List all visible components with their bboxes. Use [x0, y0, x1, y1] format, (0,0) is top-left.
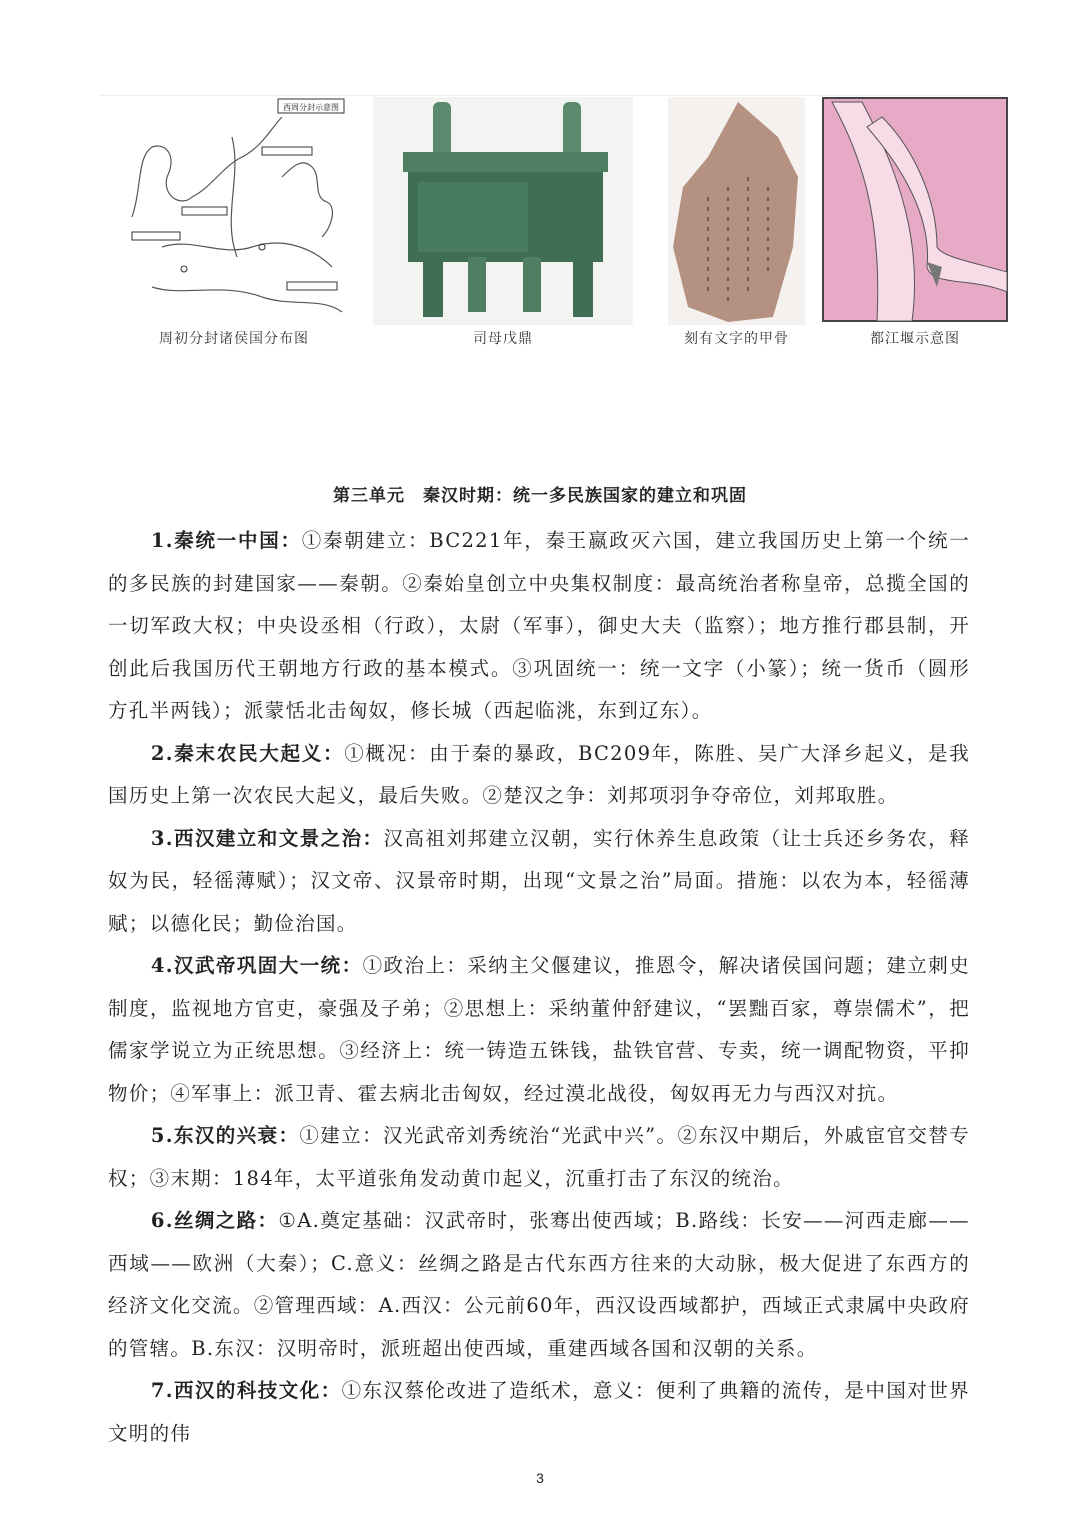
unit-title: 第三单元 秦汉时期：统一多民族国家的建立和巩固 — [333, 486, 747, 506]
figure-dujiangyan — [822, 97, 1008, 322]
document-flow — [0, 484, 1080, 1487]
paragraph-5 — [108, 1115, 970, 1200]
paragraph-text: 汉高祖刘邦建立汉朝，实行休养生息政策（让士兵还乡务农，释奴为民，轻徭薄赋）；汉文帝、汉景帝时期，出现“文景之治”局面。措施：以农为本，轻徭薄赋；以德化民；勤俭治国。 — [108, 826, 970, 935]
paragraph-heading: 3.西汉建立和文景之治： — [150, 826, 384, 850]
paragraph-heading: 1.秦统一中国： — [150, 529, 302, 552]
figure-oracle-bone — [668, 97, 805, 325]
figure-caption-oracle-bone: 刻有文字的甲骨 — [684, 331, 789, 347]
paragraph-text: ①建立：汉光武帝刘秀统治“光武中兴”。②东汉中期后，外戚宦官交替专权；③末期：184年，太平道张角发动黄巾起义，沉重打击了东汉的统治。 — [108, 1124, 970, 1190]
oracle-bone-image — [668, 97, 805, 325]
paragraph-text: ①概况：由于秦的暴政，BC209年，陈胜、吴广大泽乡起义，是我国历史上第一次农民大起义，最后失败。②楚汉之争：刘邦项羽争夺帝位，刘邦取胜。 — [108, 741, 970, 807]
map-inner-title: 西周分封示意图 — [283, 103, 339, 112]
figure-caption-dujiangyan: 都江堰示意图 — [870, 331, 960, 347]
paragraph-2 — [108, 733, 970, 818]
paragraph-1 — [108, 520, 970, 733]
dujiangyan-diagram-image — [822, 97, 1008, 322]
paragraph-3 — [108, 818, 970, 946]
zhou-fief-map-image — [122, 97, 346, 325]
figure-map — [122, 97, 346, 325]
figure-caption-map: 周初分封诸侯国分布图 — [159, 331, 309, 347]
paragraph-heading: 2.秦末农民大起义： — [150, 741, 345, 765]
page-number: 3 — [536, 1470, 544, 1486]
paragraph-heading: 7.西汉的科技文化： — [150, 1379, 342, 1402]
paragraph-text: ①政治上：采纳主父偃建议，推恩令，解决诸侯国问题；建立刺史制度，监视地方官吏，豪强及子弟；②思想上：采纳董仲舒建议，“罢黜百家，尊崇儒术”，把儒家学说立为正统思想。③经济上：统一铸造五铢钱，盐铁官营、专卖，统一调配物资，平抑物价；④军事上：派卫青、霍去病北击匈奴，经过漠北战役，匈奴再无力与西汉对抗。 — [108, 954, 970, 1105]
paragraph-4 — [108, 945, 970, 1115]
top-divider — [100, 95, 1000, 96]
simuwu-ding-image — [373, 97, 633, 325]
paragraph-6 — [108, 1200, 970, 1370]
paragraph-heading: 4.汉武帝巩固大一统： — [150, 954, 363, 977]
paragraph-text: ①东汉蔡伦改进了造纸术，意义：便利了典籍的流传，是中国对世界文明的伟 — [108, 1379, 970, 1445]
paragraph-heading: 5.东汉的兴衰： — [150, 1124, 300, 1147]
paragraph-text: ①A.奠定基础：汉武帝时，张骞出使西域；B.路线：长安——河西走廊——西域——欧洲（大秦）；C.意义：丝绸之路是古代东西方往来的大动脉，极大促进了东西方的经济文化交流。②管理西域：A.西汉：公元前60年，西汉设西域都护，西域正式隶属中央政府的管辖。B.东汉：汉明帝时，派班超出使西域，重建西域各国和汉朝的关系。 — [108, 1209, 970, 1360]
figure-caption-ding: 司母戊鼎 — [473, 331, 533, 347]
paragraph-heading: 6.丝绸之路： — [150, 1209, 279, 1232]
document-body — [108, 520, 970, 1455]
figure-ding — [373, 97, 633, 325]
paragraph-7 — [108, 1370, 970, 1455]
paragraph-text: ①秦朝建立：BC221年，秦王嬴政灭六国，建立我国历史上第一个统一的多民族的封建国家——秦朝。②秦始皇创立中央集权制度：最高统治者称皇帝，总揽全国的一切军政大权；中央设丞相（行政），太尉（军事），御史大夫（监察）；地方推行郡县制，开创此后我国历代王朝地方行政的基本模式。③巩固统一：统一文字（小篆）；统一货币（圆形方孔半两钱）；派蒙恬北击匈奴，修长城（西起临洮，东到辽东）。 — [108, 529, 971, 722]
